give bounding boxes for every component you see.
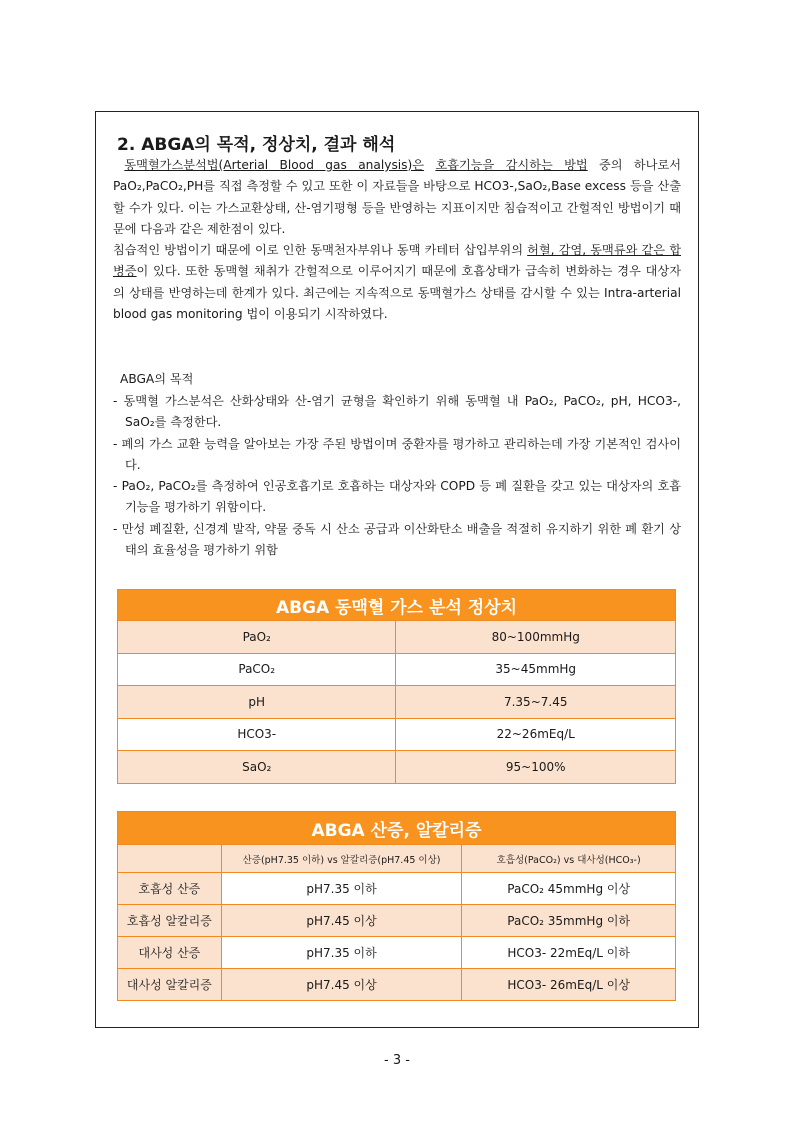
table-row <box>118 969 676 1001</box>
complications-underlined: 허혈, 감염, 동맥류와 같은 합병증 <box>113 243 682 279</box>
intro-paragraph-2: 침습적인 방법이기 때문에 이로 인한 동맥천자부위나 동맥 카테터 삽입부위의 허혈, 감염, 동맥류와 같은 합병증이 있다. 또한 동맥혈 채취가 간헐적으로 이루어지기 때문에 호흡상태가 급속히 변화하는 경우 대상자의 상태를 반영하는데 한계가 있다. 최근에는 지속적으로 동맥혈가스 상태를 감시할 수 있는 Intra-arterial blood gas monitoring 법이 이용되기 시작하였다. <box>113 243 682 321</box>
table-row <box>118 621 676 654</box>
table-header-row <box>118 845 676 873</box>
value-cell: 22~26mEq/L <box>396 718 676 751</box>
purpose-item: - 동맥혈 가스분석은 산화상태와 산-염기 균형을 확인하기 위해 동맥혈 내 PaO₂, PaCO₂, pH, HCO3-, SaO₂를 측정한다. <box>113 394 681 430</box>
table-row <box>118 686 676 719</box>
table-row <box>118 751 676 784</box>
value-cell: 80~100mmHg <box>396 621 676 654</box>
marker-cell: HCO3- 26mEq/L 이상 <box>462 969 676 1001</box>
header-cell <box>118 845 222 873</box>
ph-cell: pH7.45 이상 <box>221 905 462 937</box>
parameter-cell: pH <box>118 686 396 719</box>
marker-cell: PaCO₂ 35mmHg 이하 <box>462 905 676 937</box>
normal-values-table <box>117 589 676 784</box>
table-row <box>118 653 676 686</box>
value-cell: 7.35~7.45 <box>396 686 676 719</box>
purpose-item: - 폐의 가스 교환 능력을 알아보는 가장 주된 방법이며 중환자를 평가하고 관리하는데 가장 기본적인 검사이다. <box>113 436 681 472</box>
page-number: - 3 - <box>384 1053 410 1068</box>
respiratory-monitoring-underlined: 호흡기능을 감시하는 방법 <box>435 158 588 172</box>
ph-cell: pH7.35 이하 <box>221 873 462 905</box>
ph-cell: pH7.35 이하 <box>221 937 462 969</box>
table-row <box>118 873 676 905</box>
condition-cell: 호흡성 산증 <box>118 873 222 905</box>
parameter-cell: PaCO₂ <box>118 653 396 686</box>
header-cell: 호흡성(PaCO₂) vs 대사성(HCO₃-) <box>462 845 676 873</box>
section-heading: 2. ABGA의 목적, 정상치, 결과 해석 <box>117 135 396 155</box>
table-row <box>118 718 676 751</box>
table-row <box>118 905 676 937</box>
normal-table-title: ABGA 동맥혈 가스 분석 정상치 <box>118 590 676 621</box>
purpose-item: - PaO₂, PaCO₂를 측정하여 인공호흡기로 호흡하는 대상자와 COPD 등 폐 질환을 갖고 있는 대상자의 호흡기능을 평가하기 위함이다. <box>113 479 681 515</box>
condition-cell: 호흡성 알칼리증 <box>118 905 222 937</box>
marker-cell: PaCO₂ 45mmHg 이상 <box>462 873 676 905</box>
intro-paragraph-1: 동맥혈가스분석법(Arterial Blood gas analysis)은 호흡기능을 감시하는 방법 중의 하나로서 PaO₂,PaCO₂,PH를 직접 측정할 수 있고 또한 이 자료들을 바탕으로 HCO3-,SaO₂,Base excess 등을 산출할 수가 있다. 이는 가스교환상태, 산-염기평형 등을 반영하는 지표이지만 침습적이고 간헐적인 방법이기 때문에 다음과 같은 제한점이 있다. <box>113 158 682 236</box>
value-cell: 35~45mmHg <box>396 653 676 686</box>
ph-cell: pH7.45 이상 <box>221 969 462 1001</box>
header-cell: 산증(pH7.35 이하) vs 알칼리증(pH7.45 이상) <box>221 845 462 873</box>
marker-cell: HCO3- 22mEq/L 이하 <box>462 937 676 969</box>
parameter-cell: SaO₂ <box>118 751 396 784</box>
acid-table-title: ABGA 산증, 알칼리증 <box>118 812 676 845</box>
purpose-list <box>113 391 681 561</box>
parameter-cell: PaO₂ <box>118 621 396 654</box>
table-row <box>118 937 676 969</box>
value-cell: 95~100% <box>396 751 676 784</box>
acid-base-table <box>117 811 676 1001</box>
condition-cell: 대사성 산증 <box>118 937 222 969</box>
condition-cell: 대사성 알칼리증 <box>118 969 222 1001</box>
parameter-cell: HCO3- <box>118 718 396 751</box>
purpose-item: - 만성 폐질환, 신경계 발작, 약물 중독 시 산소 공급과 이산화탄소 배출을 적절히 유지하기 위한 폐 환기 상태의 효율성을 평가하기 위함 <box>113 521 681 558</box>
abga-definition-underlined: 동맥혈가스분석법(Arterial Blood gas analysis)은 <box>124 158 425 172</box>
purpose-title: ABGA의 목적 <box>120 372 194 386</box>
